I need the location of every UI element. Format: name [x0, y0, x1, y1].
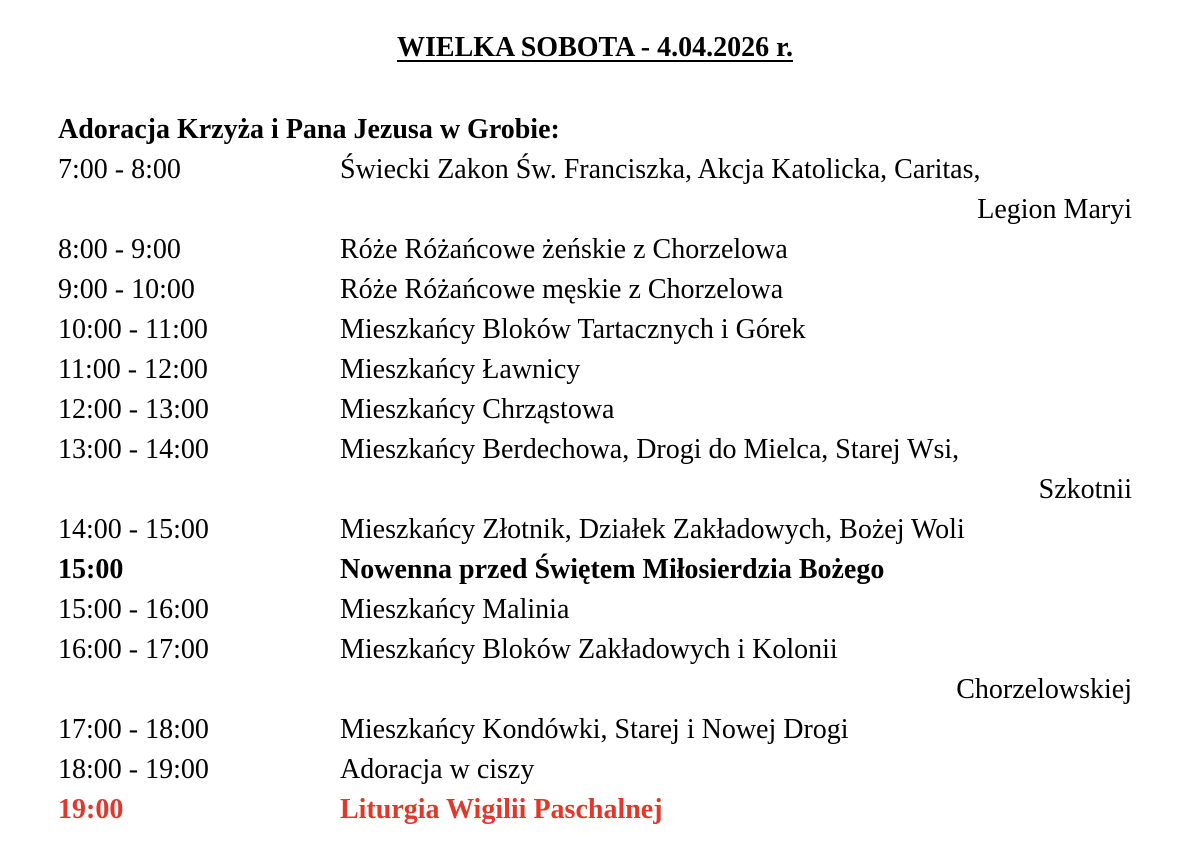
group-line: Mieszkańcy Bloków Tartacznych i Górek	[340, 314, 806, 345]
group-description	[340, 430, 1132, 510]
schedule-row-novena	[58, 550, 1132, 590]
time-slot: 10:00 - 11:00	[58, 314, 208, 345]
group-description	[340, 150, 1132, 230]
group-line: Mieszkańcy Ławnicy	[340, 354, 581, 385]
group-line: Mieszkańcy Malinia	[340, 594, 570, 625]
schedule-row	[58, 430, 1132, 510]
schedule-row	[58, 750, 1132, 790]
schedule-row	[58, 510, 1132, 550]
group-description	[340, 750, 1132, 790]
schedule-list	[58, 150, 1132, 830]
section-heading: Adoracja Krzyża i Pana Jezusa w Grobie:	[58, 114, 560, 145]
group-description	[340, 590, 1132, 630]
group-line: Świecki Zakon Św. Franciszka, Akcja Katolicka, Caritas,	[340, 154, 981, 185]
group-description	[340, 270, 1132, 310]
schedule-row	[58, 150, 1132, 230]
time-slot: 17:00 - 18:00	[58, 714, 209, 745]
time-slot: 15:00 - 16:00	[58, 594, 209, 625]
group-line: Mieszkańcy Berdechowa, Drogi do Mielca, Starej Wsi,	[340, 434, 960, 465]
group-line: Mieszkańcy Kondówki, Starej i Nowej Drogi	[340, 714, 849, 745]
schedule-row	[58, 230, 1132, 270]
schedule-row	[58, 630, 1132, 710]
group-description	[340, 390, 1132, 430]
schedule-row	[58, 350, 1132, 390]
time-slot: 12:00 - 13:00	[58, 394, 209, 425]
schedule-row	[58, 590, 1132, 630]
group-description	[340, 310, 1132, 350]
time-slot: 19:00	[58, 794, 124, 825]
group-description	[340, 710, 1132, 750]
group-line-continuation: Szkotnii	[1038, 474, 1132, 505]
group-description	[340, 510, 1132, 550]
time-slot: 14:00 - 15:00	[58, 514, 209, 545]
group-line-continuation: Chorzelowskiej	[956, 674, 1132, 705]
page-title: WIELKA SOBOTA - 4.04.2026 r.	[397, 32, 793, 63]
group-line: Mieszkańcy Złotnik, Działek Zakładowych, Bożej Woli	[340, 514, 965, 545]
group-line-continuation: Legion Maryi	[977, 194, 1132, 225]
time-slot: 7:00 - 8:00	[58, 154, 181, 185]
time-slot: 8:00 - 9:00	[58, 234, 181, 265]
group-line: Mieszkańcy Bloków Zakładowych i Kolonii	[340, 634, 838, 665]
time-slot: 15:00	[58, 554, 124, 585]
group-line: Róże Różańcowe żeńskie z Chorzelowa	[340, 234, 788, 265]
group-description	[340, 350, 1132, 390]
time-slot: 9:00 - 10:00	[58, 274, 195, 305]
time-slot: 11:00 - 12:00	[58, 354, 208, 385]
group-line: Róże Różańcowe męskie z Chorzelowa	[340, 274, 784, 305]
group-line: Mieszkańcy Chrząstowa	[340, 394, 615, 425]
schedule-row	[58, 390, 1132, 430]
group-line: Adoracja w ciszy	[340, 754, 535, 785]
group-description	[340, 630, 1132, 710]
time-slot: 18:00 - 19:00	[58, 754, 209, 785]
group-description	[340, 550, 1132, 590]
schedule-row	[58, 710, 1132, 750]
group-description	[340, 790, 1132, 830]
schedule-row	[58, 310, 1132, 350]
group-description	[340, 230, 1132, 270]
group-line: Nowenna przed Świętem Miłosierdzia Bożego	[340, 554, 885, 585]
time-slot: 13:00 - 14:00	[58, 434, 209, 465]
schedule-row-liturgy	[58, 790, 1132, 830]
time-slot: 16:00 - 17:00	[58, 634, 209, 665]
group-line: Liturgia Wigilii Paschalnej	[340, 794, 663, 825]
schedule-row	[58, 270, 1132, 310]
